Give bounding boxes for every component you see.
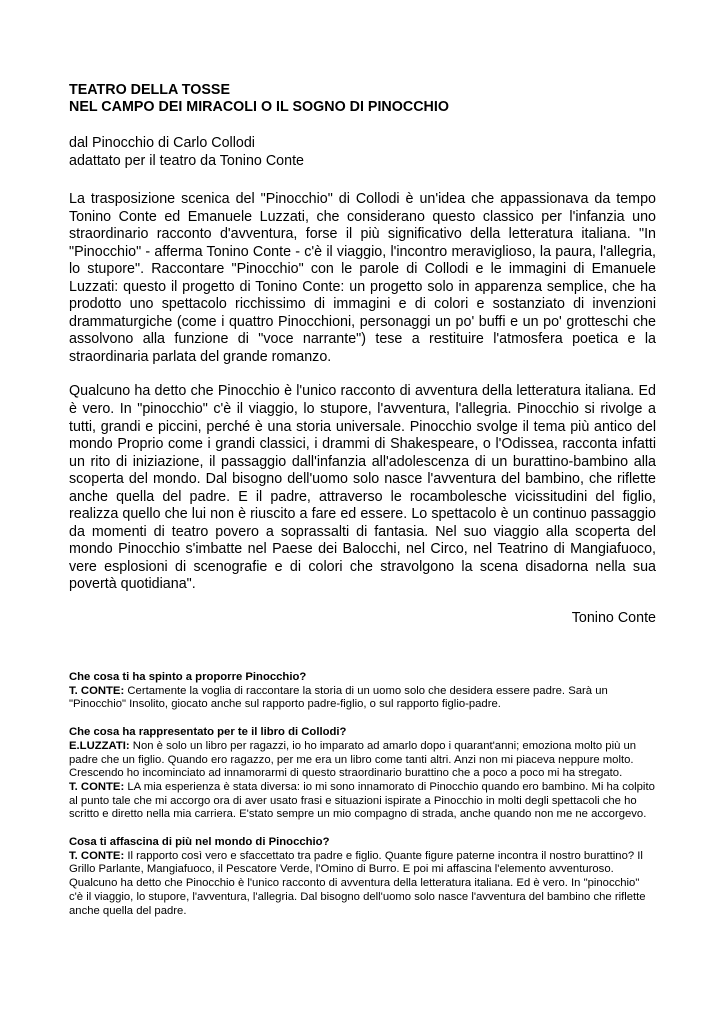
interview-answer bbox=[69, 850, 656, 919]
interview-item bbox=[69, 671, 656, 712]
essay-paragraph-1: La trasposizione scenica del "Pinocchio" di Collodi è un'idea che appassionava da tempo Tonino Conte ed Emanuele Luzzati, che considerano questo classico per l'infanzia uno straordinario racconto d'avventura, forse il più significativo della letteratura italiana. "In "Pinocchio" - afferma Tonino Conte - c'è il viaggio, l'incontro meraviglioso, la paura, l'allegria, lo stupore". Raccontare "Pinocchio" con le parole di Collodi e le immagini di Emanuele Luzzati: questo il progetto di Tonino Conte: un progetto solo in apparenza semplice, che ha prodotto uno spettacolo ricchissimo di immagini e di colori e sostanziato di invenzioni drammaturgiche (come i quattro Pinocchioni, personaggi un po' buffi e un po' grotteschi che assolvono alla funzione di "voce narrante") tese a restituire l'atmosfera poetica e la straordinaria parlata del grande romanzo. bbox=[69, 191, 656, 365]
answer-text: Non è solo un libro per ragazzi, io ho imparato ad amarlo dopo i quarant'anni; emoziona molto più un padre che un figlio. Quando ero ragazzo, per me era un libro come tanti altri. Anzi non mi piaceva neppure molto. Crescendo ho incominciato ad innamorarmi di questo straordinario burattino che a poco a poco mi ha stregato. bbox=[69, 739, 637, 780]
interview-item bbox=[69, 836, 656, 918]
interview-answer bbox=[69, 685, 656, 712]
theatre-name: TEATRO DELLA TOSSE bbox=[69, 82, 230, 98]
interview-answer bbox=[69, 740, 656, 781]
interview-answer bbox=[69, 781, 656, 822]
source-credit: dal Pinocchio di Carlo Collodi bbox=[69, 135, 255, 151]
answer-text: Il rapporto così vero e sfaccettato tra padre e figlio. Quante figure paterne incontra il nostro burattino? Il Grillo Parlante, Mangiafuoco, il Pescatore Verde, l'Omino di Burro. E poi mi affascina l'elemento avventuroso. Qualcuno ha detto che Pinocchio è l'unico racconto di avventura della letteratura italiana. Ed è vero. In "pinocchio" c'è il viaggio, lo stupore, l'avventura, l'allegria. Dal bisogno dell'uomo solo nasce l'avventura del bambino che riflette anche quella del padre. bbox=[69, 849, 646, 917]
interview-question: Che cosa ti ha spinto a proporre Pinocchio? bbox=[69, 671, 307, 684]
essay-signature: Tonino Conte bbox=[571, 610, 656, 627]
answer-speaker: T. CONTE: bbox=[69, 849, 125, 862]
answer-text: Certamente la voglia di raccontare la storia di un uomo solo che desidera essere padre. Sarà un "Pinocchio" Insolito, giocato anche sul rapporto padre-figlio, o sul rapporto figlio-padre. bbox=[69, 684, 608, 711]
interview-item bbox=[69, 726, 656, 822]
credits bbox=[69, 135, 656, 170]
interview-section bbox=[69, 671, 656, 918]
answer-text: LA mia esperienza è stata diversa: io mi sono innamorato di Pinocchio quando ero bambino. Mi ha colpito al punto tale che mi accorgo ora di aver usato frasi e situazioni ispirate a Pinocchio in molti degli spettacoli che ho scritto e diretto nella mia carriera. E'stato sempre un mio compagno di strada, anche quando non me ne accorgevo. bbox=[69, 780, 655, 821]
show-title: NEL CAMPO DEI MIRACOLI O IL SOGNO DI PINOCCHIO bbox=[69, 99, 449, 115]
adaptation-credit: adattato per il teatro da Tonino Conte bbox=[69, 152, 305, 169]
answer-speaker: T. CONTE: bbox=[69, 684, 125, 697]
interview-question: Che cosa ha rappresentato per te il libro di Collodi? bbox=[69, 726, 347, 739]
essay-paragraph-2: Qualcuno ha detto che Pinocchio è l'unico racconto di avventura della letteratura italiana. Ed è vero. In "pinocchio" c'è il viaggio, lo stupore, l'avventura, l'allegria. Pinocchio si rivolge a tutti, grandi e piccini, perché è una storia universale. Pinocchio svolge il tema più antico del mondo Proprio come i grandi classici, i drammi di Shakespeare, o l'Odissea, racconta infatti un rito di iniziazione, il passaggio dall'infanzia all'adolescenza di un burattino-bambino alla scoperta del mondo. Dal bisogno dell'uomo solo nasce l'avventura del bambino, che riflette anche quella del padre. E il padre, attraverso le rocambolesche vicissitudini del figlio, realizza quello che lui non è riuscito a fare ed essere. Lo spettacolo è un continuo passaggio da momenti di teatro povero a soprassalti di fantasia. Nel suo viaggio alla scoperta del mondo Pinocchio s'imbatte nel Paese dei Balocchi, nel Circo, nel Teatrino di Mangiafuoco, vere esplosioni di scenografie e di colori che stravolgono la scena disadorna nella sua povertà quotidiana". bbox=[69, 383, 656, 593]
interview-question: Cosa ti affascina di più nel mondo di Pinocchio? bbox=[69, 836, 330, 849]
document-page bbox=[69, 82, 656, 932]
answer-speaker: T. CONTE: bbox=[69, 780, 125, 793]
answer-speaker: E.LUZZATI: bbox=[69, 739, 130, 752]
